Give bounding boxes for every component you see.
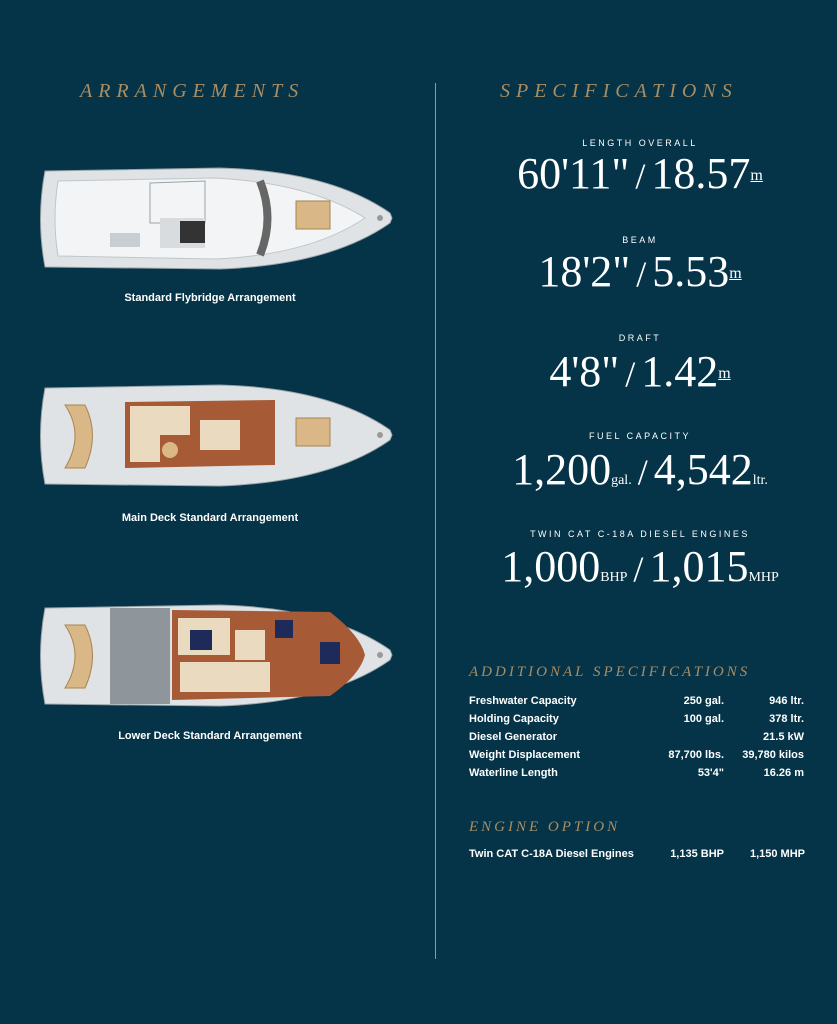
length-overall-value: 60'11" / 18.57m	[517, 149, 763, 198]
lower-deck-arrangement-drawing	[30, 600, 400, 715]
main-deck-arrangement-drawing	[30, 380, 400, 495]
table-row: Twin CAT C-18A Diesel Engines 1,135 BHP 1,150 MHP	[469, 848, 805, 860]
lower-deck-caption: Lower Deck Standard Arrangement	[118, 730, 302, 742]
arrangements-title: ARRANGEMENTS	[80, 80, 305, 102]
engines-label: TWIN CAT C-18A DIESEL ENGINES	[530, 529, 750, 539]
length-overall-label: LENGTH OVERALL	[582, 138, 698, 148]
additional-specifications-table	[469, 692, 804, 782]
additional-specifications-title: ADDITIONAL SPECIFICATIONS	[469, 664, 751, 680]
fuel-capacity-label: FUEL CAPACITY	[588, 431, 691, 441]
beam-value: 18'2" / 5.53m	[538, 247, 742, 296]
table-row: Waterline Length 53'4" 16.26 m	[469, 767, 804, 779]
main-deck-caption: Main Deck Standard Arrangement	[121, 512, 299, 524]
engines-value: 1,000BHP / 1,015MHP	[501, 542, 779, 591]
table-row: Weight Displacement 87,700 lbs. 39,780 kilos	[469, 749, 804, 761]
beam-label: BEAM	[622, 235, 658, 245]
table-row: Freshwater Capacity 250 gal. 946 ltr.	[469, 695, 804, 707]
flybridge-caption: Standard Flybridge Arrangement	[124, 292, 296, 304]
draft-value: 4'8" / 1.42m	[549, 347, 731, 396]
specifications-title: SPECIFICATIONS	[500, 80, 738, 102]
engine-option-title: ENGINE OPTION	[469, 819, 621, 835]
draft-label: DRAFT	[618, 333, 662, 343]
table-row: Diesel Generator 21.5 kW	[469, 731, 804, 743]
table-row: Holding Capacity 100 gal. 378 ltr.	[469, 713, 804, 725]
fuel-capacity-value: 1,200gal. / 4,542ltr.	[512, 445, 768, 494]
flybridge-arrangement-drawing	[30, 163, 400, 278]
column-divider	[435, 83, 436, 959]
engine-option-table	[469, 845, 805, 863]
